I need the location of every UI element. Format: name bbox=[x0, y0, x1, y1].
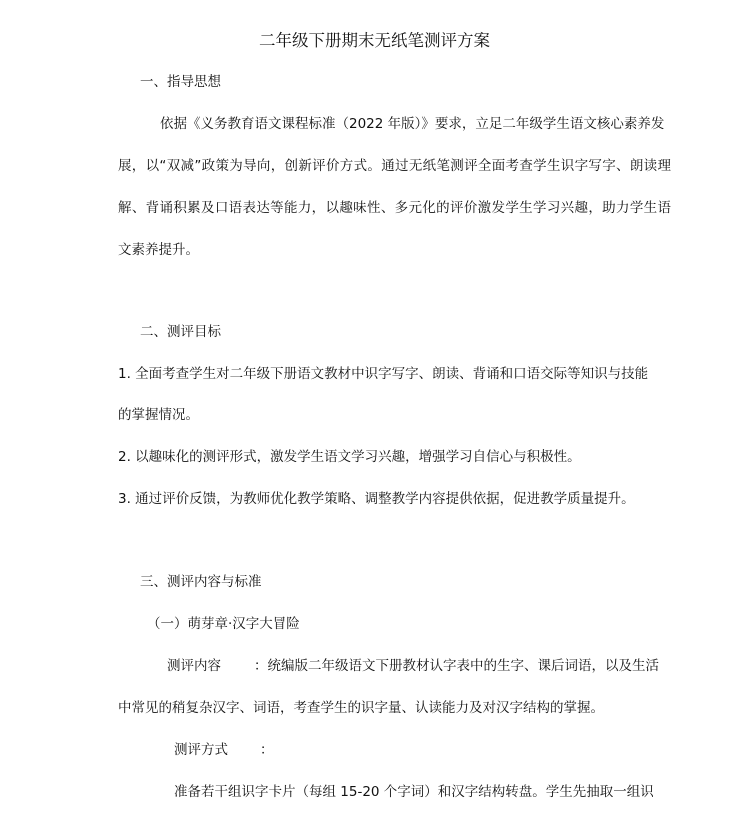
section-heading-guiding-ideology: 一、指导思想 bbox=[140, 74, 221, 90]
section-heading-content-standards: 三、测评内容与标准 bbox=[140, 574, 262, 590]
content-text: ：统编版二年级语文下册教材认字表中的生字、课后词语，以及生活 bbox=[254, 658, 659, 674]
page-title: 二年级下册期末无纸笔测评方案 bbox=[259, 31, 490, 50]
method-text: 准备若干组识字卡片（每组 15-20 个字词）和汉字结构转盘。学生先抽取一组识 bbox=[174, 784, 654, 800]
paragraph-line: 依据《义务教育语文课程标准（2022 年版）》要求，立足二年级学生语文核心素养发 bbox=[160, 116, 665, 132]
paragraph-line: 文素养提升。 bbox=[118, 242, 199, 258]
goal-item-continuation: 的掌握情况。 bbox=[118, 407, 199, 423]
section-heading-assessment-goals: 二、测评目标 bbox=[140, 324, 221, 340]
method-colon: ： bbox=[260, 742, 274, 758]
subsection-heading: （一）萌芽章·汉字大冒险 bbox=[147, 616, 300, 632]
paragraph-line: 展，以“双减”政策为导向，创新评价方式。通过无纸笔测评全面考查学生识字写字、朗读理 bbox=[118, 158, 671, 174]
method-label: 测评方式 bbox=[174, 742, 228, 758]
content-label: 测评内容 bbox=[167, 658, 221, 674]
goal-item: 2. 以趣味化的测评形式，激发学生语文学习兴趣，增强学习自信心与积极性。 bbox=[118, 449, 581, 465]
content-text: 中常见的稍复杂汉字、词语，考查学生的识字量、认读能力及对汉字结构的掌握。 bbox=[118, 700, 604, 716]
goal-item: 3. 通过评价反馈，为教师优化教学策略、调整教学内容提供依据，促进教学质量提升。 bbox=[118, 491, 635, 507]
goal-item: 1. 全面考查学生对二年级下册语文教材中识字写字、朗读、背诵和口语交际等知识与技能 bbox=[118, 366, 649, 382]
paragraph-line: 解、背诵积累及口语表达等能力，以趣味性、多元化的评价激发学生学习兴趣，助力学生语 bbox=[118, 200, 671, 216]
